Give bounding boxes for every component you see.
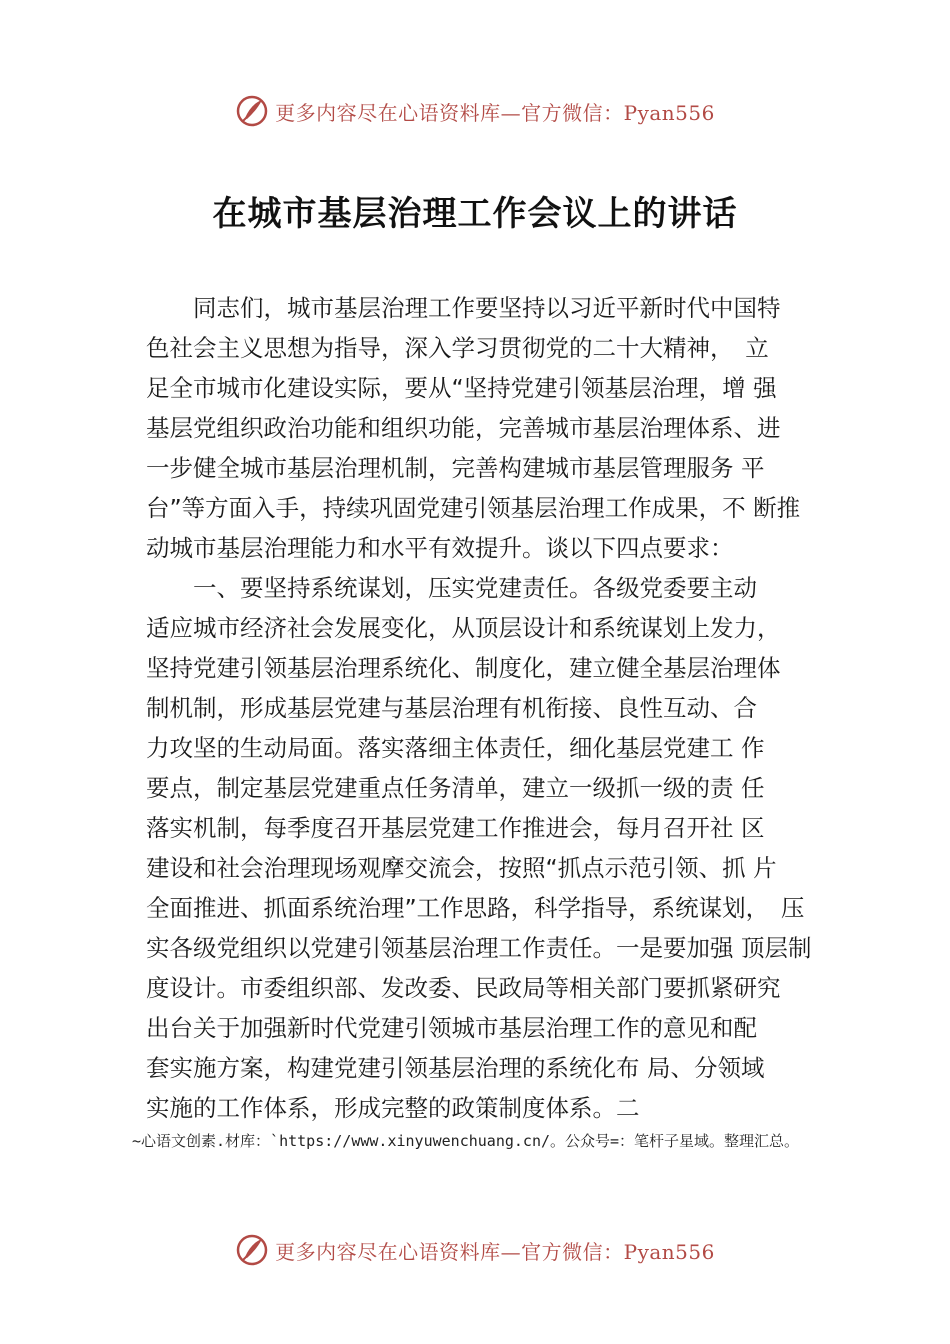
body-line: 要点，制定基层党建重点任务清单，建立一级抓一级的责 任	[146, 774, 765, 802]
body-line: 一步健全城市基层治理机制，完善构建城市基层管理服务 平	[146, 454, 765, 482]
quill-seal-logo-icon	[235, 1233, 269, 1267]
header-banner	[0, 94, 950, 128]
body-line: 制机制，形成基层党建与基层治理有机衔接、良性互动、合	[146, 694, 757, 722]
body-line: 出台关于加强新时代党建引领城市基层治理工作的意见和配	[146, 1014, 757, 1042]
quill-seal-logo-icon	[235, 94, 269, 128]
body-line: 适应城市经济社会发展变化，从顶层设计和系统谋划上发力，	[146, 614, 781, 642]
source-footnote: ~心语文创素.材库：`https://www.xinyuwenchuang.cn/。公众号=：笔杆子星域。整理汇总。	[132, 1132, 800, 1150]
body-line: 基层党组织政治功能和组织功能，完善城市基层治理体系、进	[146, 414, 781, 442]
body-line: 一、要坚持系统谋划，压实党建责任。各级党委要主动	[146, 574, 757, 602]
body-line: 坚持党建引领基层治理系统化、制度化，建立健全基层治理体	[146, 654, 781, 682]
document-body	[146, 288, 836, 1128]
body-line: 落实机制，每季度召开基层党建工作推进会，每月召开社 区	[146, 814, 765, 842]
body-line: 色社会主义思想为指导，深入学习贯彻党的二十大精神， 立	[146, 334, 769, 362]
document-title: 在城市基层治理工作会议上的讲话	[212, 194, 738, 234]
body-line: 足全市城市化建设实际，要从“坚持党建引领基层治理，增 强	[146, 374, 777, 402]
body-line: 建设和社会治理现场观摩交流会，按照“抓点示范引领、抓 片	[146, 854, 777, 882]
body-line: 实各级党组织以党建引领基层治理工作责任。一是要加强 顶层制	[146, 934, 812, 962]
body-line: 实施的工作体系，形成完整的政策制度体系。二	[146, 1094, 640, 1122]
body-line: 全面推进、抓面系统治理”工作思路，科学指导，系统谋划， 压	[146, 894, 805, 922]
body-line: 力攻坚的生动局面。落实落细主体责任，细化基层党建工 作	[146, 734, 765, 762]
body-line: 台”等方面入手，持续巩固党建引领基层治理工作成果，不 断推	[146, 494, 801, 522]
header-banner-text: 更多内容尽在心语资料库—官方微信：Pyan556	[275, 100, 715, 125]
body-line: 动城市基层治理能力和水平有效提升。谈以下四点要求：	[146, 534, 734, 562]
body-line: 套实施方案，构建党建引领基层治理的系统化布 局、分领域	[146, 1054, 765, 1082]
body-line: 同志们，城市基层治理工作要坚持以习近平新时代中国特	[146, 294, 781, 322]
footer-banner	[0, 1233, 950, 1267]
body-line: 度设计。市委组织部、发改委、民政局等相关部门要抓紧研究	[146, 974, 781, 1002]
footer-banner-text: 更多内容尽在心语资料库—官方微信：Pyan556	[275, 1239, 715, 1264]
